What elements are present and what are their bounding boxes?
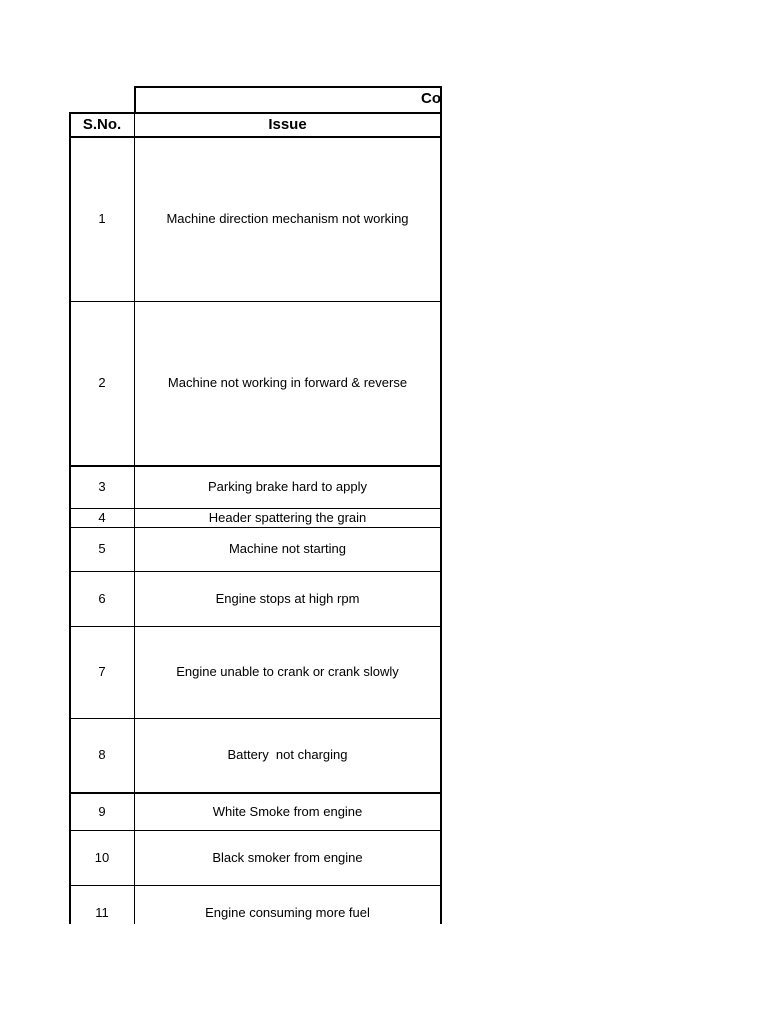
row-2-issue: Machine not working in forward & reverse <box>167 375 408 391</box>
row-11-issue: Engine consuming more fuel <box>205 904 370 920</box>
row-5-issue: Machine not starting <box>228 541 347 557</box>
row-8-issue: Battery not charging <box>227 747 348 763</box>
title-row-top-border <box>135 86 441 88</box>
row-1-sno: 1 <box>98 211 106 227</box>
row-6-issue: Engine stops at high rpm <box>215 590 360 606</box>
page-bottom-blank <box>0 924 768 1024</box>
title-row-left-border <box>134 86 136 113</box>
row-6-sno: 6 <box>98 590 106 606</box>
row-10-sno: 10 <box>94 849 110 865</box>
row-7-sno: 7 <box>98 664 106 680</box>
row-10-issue: Black smoker from engine <box>212 849 363 865</box>
row-8-sno: 8 <box>98 747 106 763</box>
right-border <box>440 86 442 924</box>
column-header-issue: Issue <box>268 115 307 133</box>
row-3-sno: 3 <box>98 479 106 495</box>
row-4-issue: Header spattering the grain <box>208 509 367 525</box>
row-9-issue: White Smoke from engine <box>212 803 363 819</box>
table-title-fragment: Co <box>421 90 441 107</box>
row-9-sno: 9 <box>98 803 106 819</box>
row-11-sno: 11 <box>95 904 109 920</box>
row-5-sno: 5 <box>98 541 106 557</box>
row-1-issue: Machine direction mechanism not working <box>166 211 409 227</box>
row-7-issue: Engine unable to crank or crank slowly <box>176 664 399 680</box>
row-4-sno: 4 <box>98 509 106 525</box>
column-header-sno: S.No. <box>82 115 122 133</box>
row-3-issue: Parking brake hard to apply <box>208 479 367 495</box>
row-2-sno: 2 <box>98 375 106 391</box>
